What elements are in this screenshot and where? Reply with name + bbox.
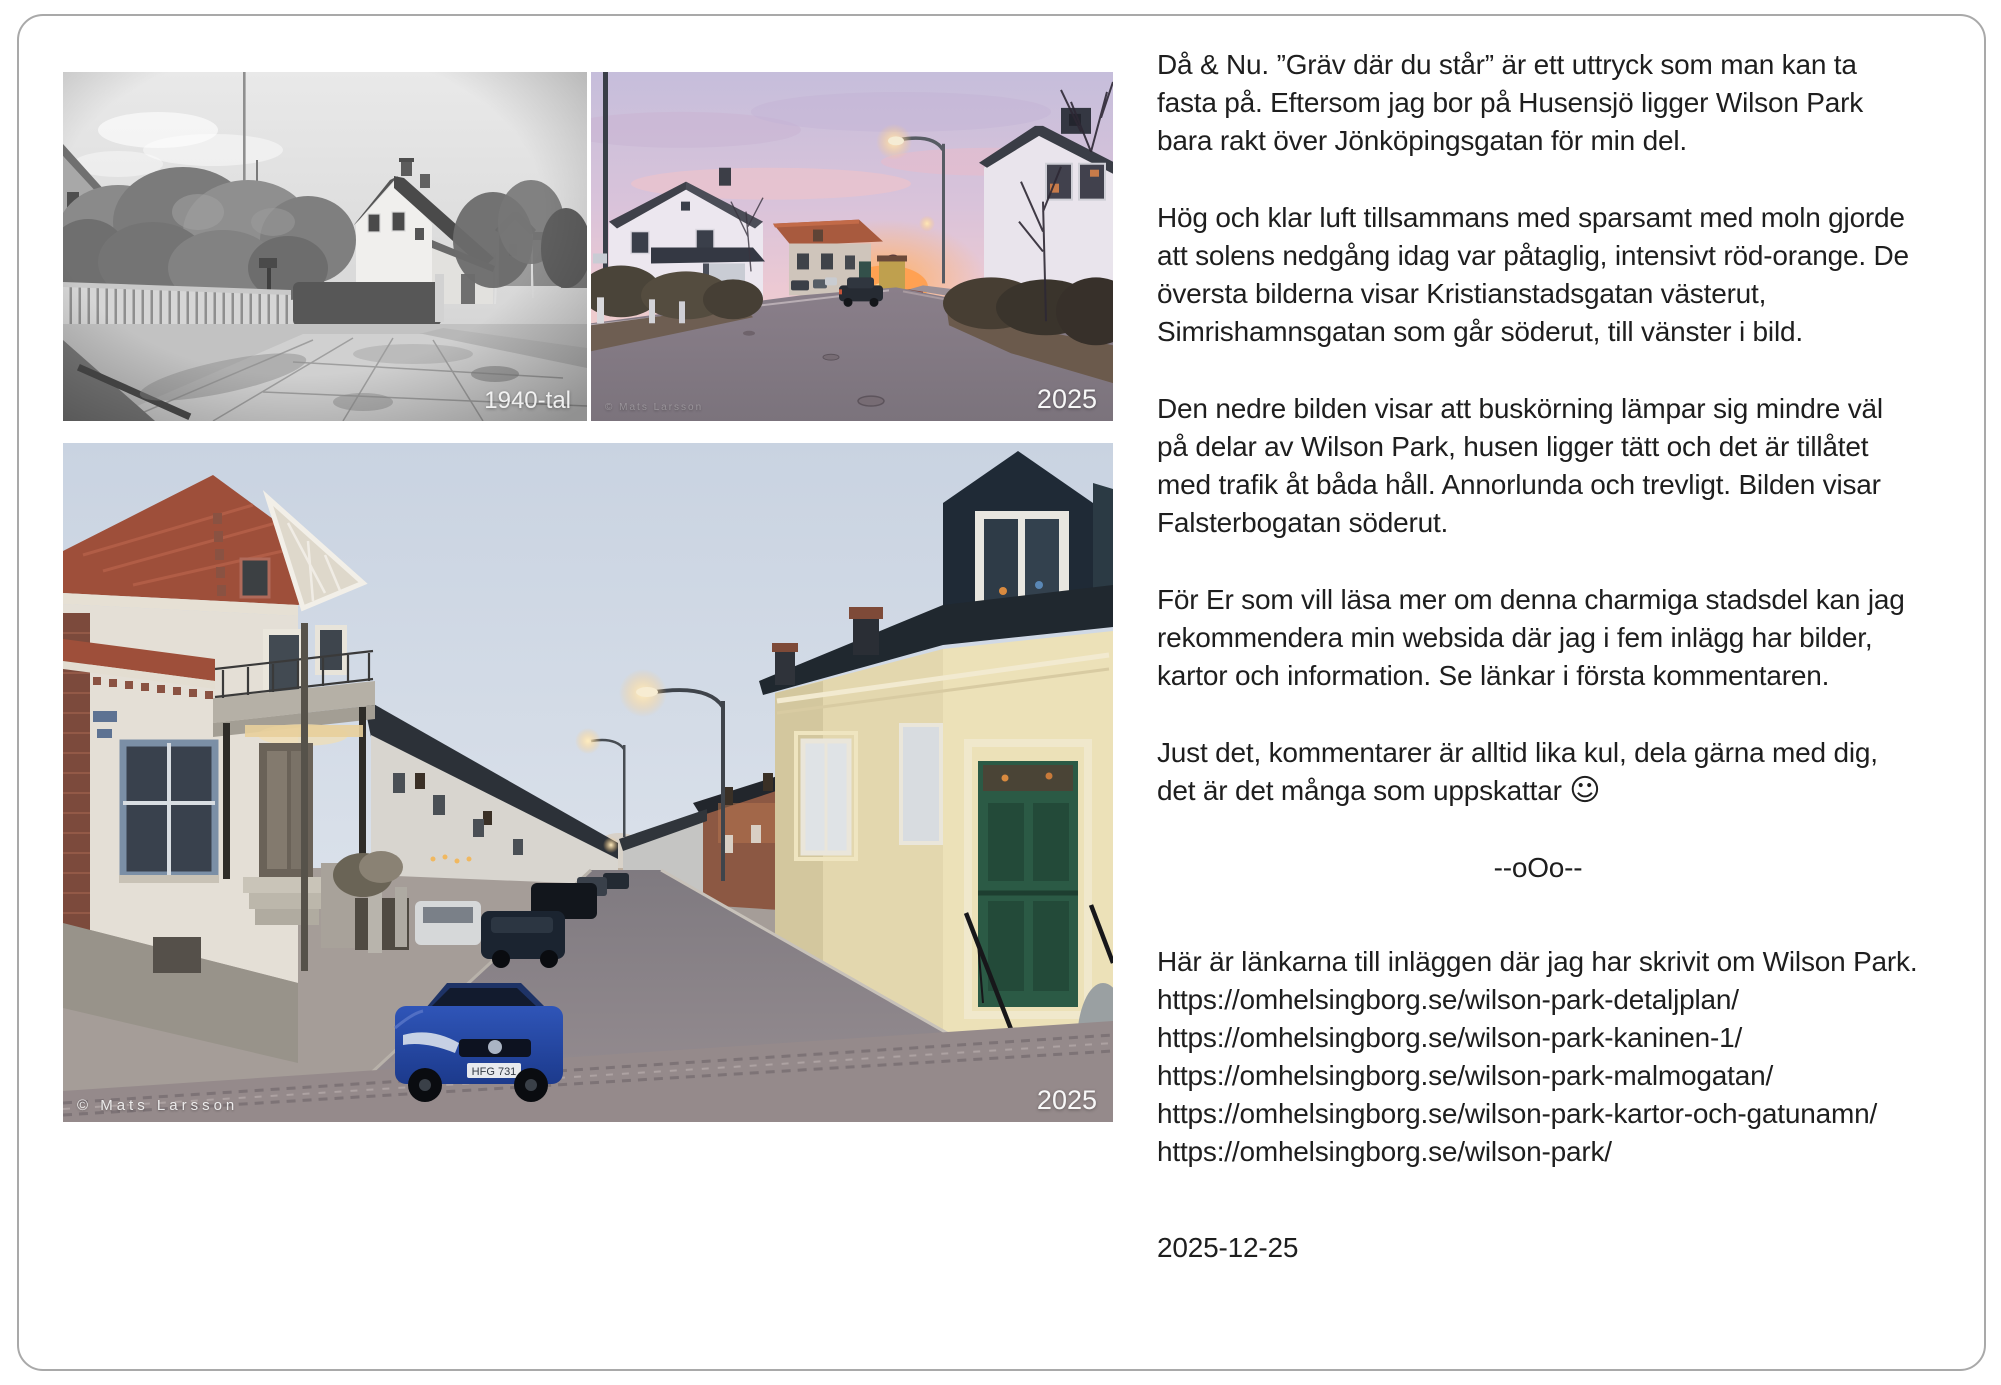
photo-2025-street-illustration — [63, 443, 1113, 1122]
paragraph-comments-text: Just det, kommentarer är alltid lika kul, dela gärna med dig, det är det många som uppskattar — [1157, 737, 1878, 806]
photo-2025-street — [63, 443, 1113, 1122]
link-wilson-park[interactable]: https://omhelsingborg.se/wilson-park/ — [1157, 1136, 1612, 1167]
links-section — [1157, 943, 1919, 1171]
link-wilson-park-malmogatan[interactable]: https://omhelsingborg.se/wilson-park-malmogatan/ — [1157, 1060, 1774, 1091]
photo-1940s — [63, 72, 587, 421]
paragraph-intro: Då & Nu. ”Gräv där du står” är ett uttryck som man kan ta fasta på. Eftersom jag bor på Husensjö ligger Wilson Park bara rakt över Jönköpingsgatan för min del. — [1157, 49, 1864, 156]
paragraph-comments — [1157, 734, 1919, 810]
paragraph-website: För Er som vill läsa mer om denna charmiga stadsdel kan jag rekommendera min websida där jag i fem inlägg har bilder, kartor och information. Se länkar i första kommentaren. — [1157, 584, 1905, 691]
paragraph-sunset: Hög och klar luft tillsammans med sparsamt med moln gjorde att solens nedgång idag var påtaglig, intensivt röd-orange. De översta bilderna visar Kristianstadsgatan västerut, Simrishamnsgatan som går söderut, till vänster i bild. — [1157, 202, 1909, 347]
photo-2025-sunset-watermark: © Mats Larsson — [605, 402, 704, 413]
link-wilson-park-detaljplan[interactable]: https://omhelsingborg.se/wilson-park-detaljplan/ — [1157, 984, 1739, 1015]
link-wilson-park-kartor[interactable]: https://omhelsingborg.se/wilson-park-kartor-och-gatunamn/ — [1157, 1098, 1878, 1129]
photo-2025-sunset-illustration — [591, 72, 1113, 421]
photo-1940s-label: 1940-tal — [484, 387, 571, 414]
section-divider: --oOo-- — [1493, 852, 1583, 883]
license-plate-text: HFG 731 — [471, 1066, 517, 1078]
link-wilson-park-kaninen[interactable]: https://omhelsingborg.se/wilson-park-kaninen-1/ — [1157, 1022, 1743, 1053]
photo-2025-street-watermark: © Mats Larsson — [77, 1097, 239, 1114]
paragraph-street: Den nedre bilden visar att buskörning lämpar sig mindre väl på delar av Wilson Park, husen ligger tätt och det är tillåtet med trafik åt båda håll. Annorlunda och trevligt. Bilden visar Falsterbogatan söderut. — [1157, 393, 1883, 538]
photo-2025-sunset-label: 2025 — [1036, 384, 1097, 414]
post-date: 2025-12-25 — [1157, 1232, 1299, 1263]
photo-2025-sunset — [591, 72, 1113, 421]
smiley-icon: ☺ — [1569, 773, 1601, 808]
post-text — [1157, 46, 1919, 1267]
photo-1940s-illustration — [63, 72, 587, 421]
links-intro: Här är länkarna till inläggen där jag har skrivit om Wilson Park. — [1157, 946, 1918, 977]
photo-2025-street-label: 2025 — [1036, 1085, 1097, 1115]
